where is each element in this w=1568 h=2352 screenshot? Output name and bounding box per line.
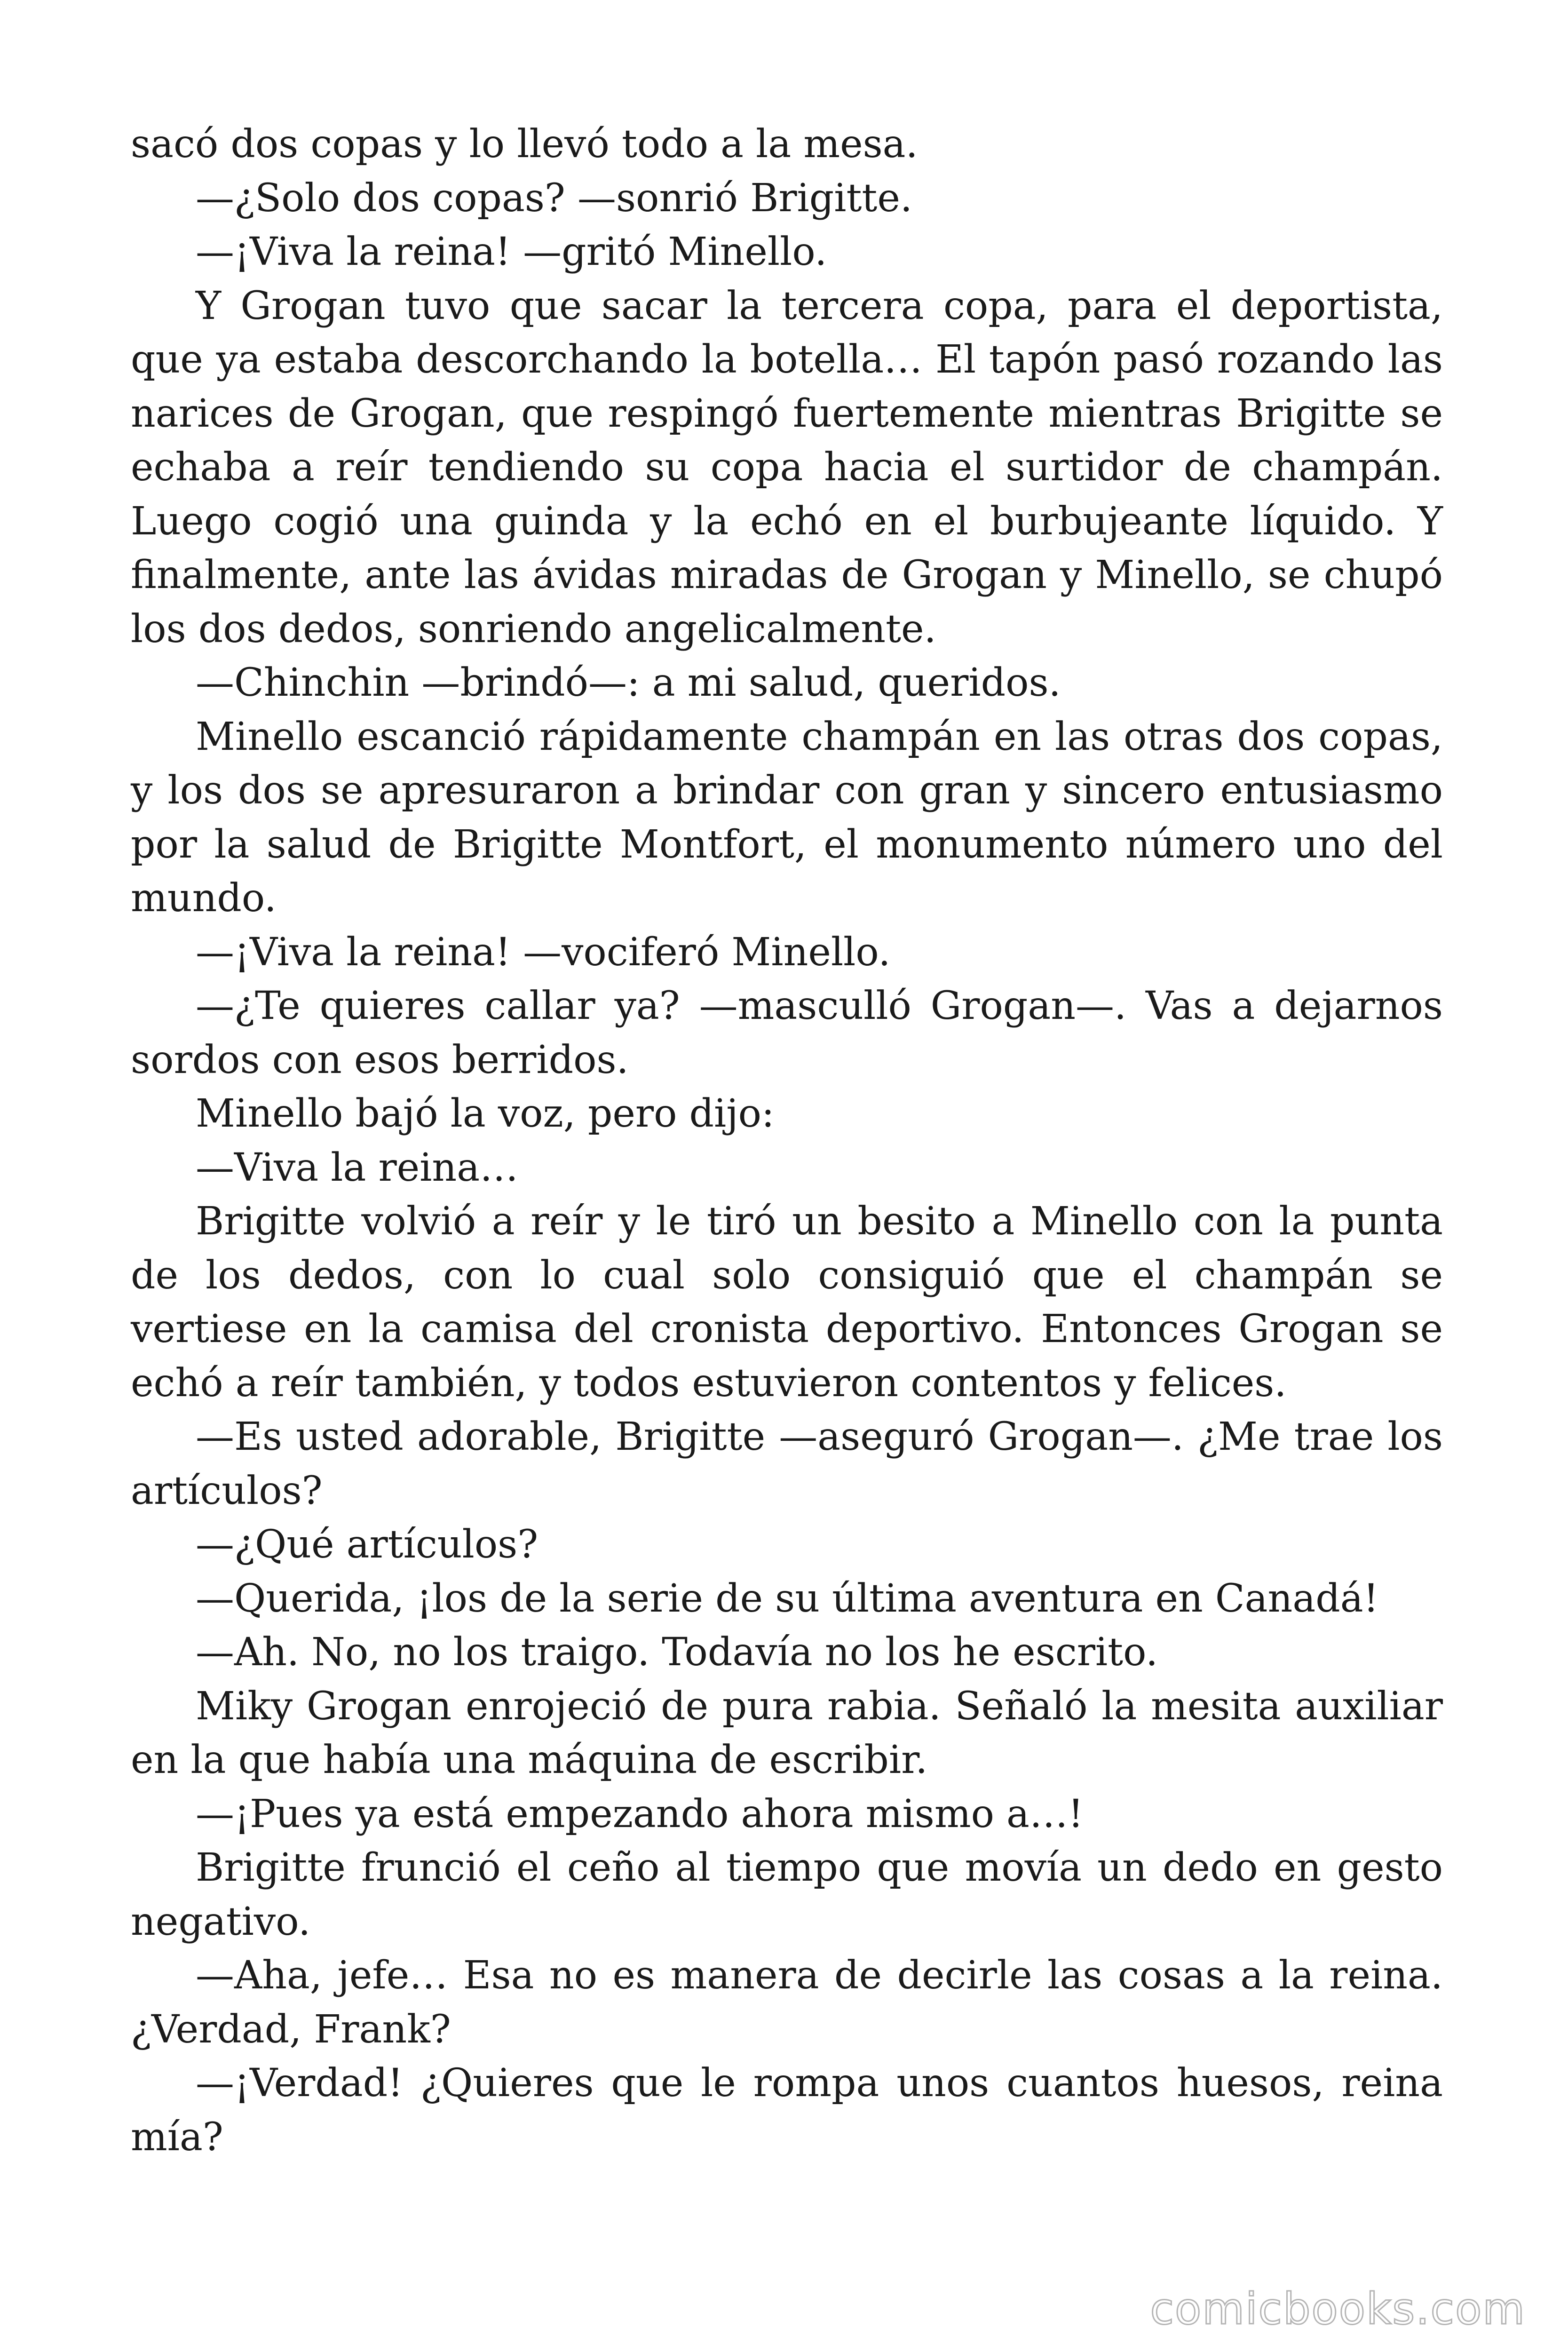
book-page-text <box>131 118 1443 2164</box>
paragraph: —¡Viva la reina! —gritó Minello. <box>196 230 827 274</box>
paragraph: Minello bajó la voz, pero dijo: <box>196 1091 775 1136</box>
paragraph: Miky Grogan enrojeció de pura rabia. Señaló la mesita auxiliar en la que había una máquina de escribir. <box>131 1684 1443 1782</box>
paragraph: —Querida, ¡los de la serie de su última aventura en Canadá! <box>196 1576 1379 1621</box>
paragraph: —¡Verdad! ¿Quieres que le rompa unos cuantos huesos, reina mía? <box>131 2061 1443 2160</box>
paragraph: —Viva la reina… <box>196 1145 519 1190</box>
paragraph: Brigitte frunció el ceño al tiempo que movía un dedo en gesto negativo. <box>131 1845 1443 1944</box>
watermark: comicbooks.com <box>1150 2284 1526 2334</box>
paragraph: —¿Solo dos copas? —sonrió Brigitte. <box>196 175 912 221</box>
paragraph: —¡Pues ya está empezando ahora mismo a…! <box>196 1791 1084 1836</box>
paragraph: —¿Te quieres callar ya? —masculló Grogan—. Vas a dejarnos sordos con esos berridos. <box>131 984 1443 1082</box>
paragraph: —¡Viva la reina! —vociferó Minello. <box>196 930 891 975</box>
paragraph: Brigitte volvió a reír y le tiró un besito a Minello con la punta de los dedos, con lo cual solo consiguió que el champán se vertiese en la camisa del cronista deportivo. Entonces Grogan se echó a reír también, y todos estuvieron contentos y felices. <box>131 1199 1443 1406</box>
paragraph: Minello escanció rápidamente champán en las otras dos copas, y los dos se apresuraron a brindar con gran y sincero entusiasmo por la salud de Brigitte Montfort, el monumento número uno del mundo. <box>131 714 1443 921</box>
paragraph: —Aha, jefe… Esa no es manera de decirle las cosas a la reina. ¿Verdad, Frank? <box>131 1953 1443 2052</box>
paragraph: —Ah. No, no los traigo. Todavía no los he escrito. <box>196 1630 1158 1675</box>
paragraph: —Chinchin —brindó—: a mi salud, queridos. <box>196 660 1061 705</box>
paragraph: —Es usted adorable, Brigitte —aseguró Grogan—. ¿Me trae los artículos? <box>131 1414 1443 1513</box>
paragraph: —¿Qué artículos? <box>196 1522 539 1567</box>
paragraph: Y Grogan tuvo que sacar la tercera copa, para el deportista, que ya estaba descorchando la botella… El tapón pasó rozando las narices de Grogan, que respingó fuertemente mientras Brigitte se echaba a reír tendiendo su copa hacia el surtidor de champán. Luego cogió una guinda y la echó en el burbujeante líquido. Y finalmente, ante las ávidas miradas de Grogan y Minello, se chupó los dos dedos, sonriendo angelicalmente. <box>131 283 1443 652</box>
paragraph: sacó dos copas y lo llevó todo a la mesa. <box>131 122 918 167</box>
